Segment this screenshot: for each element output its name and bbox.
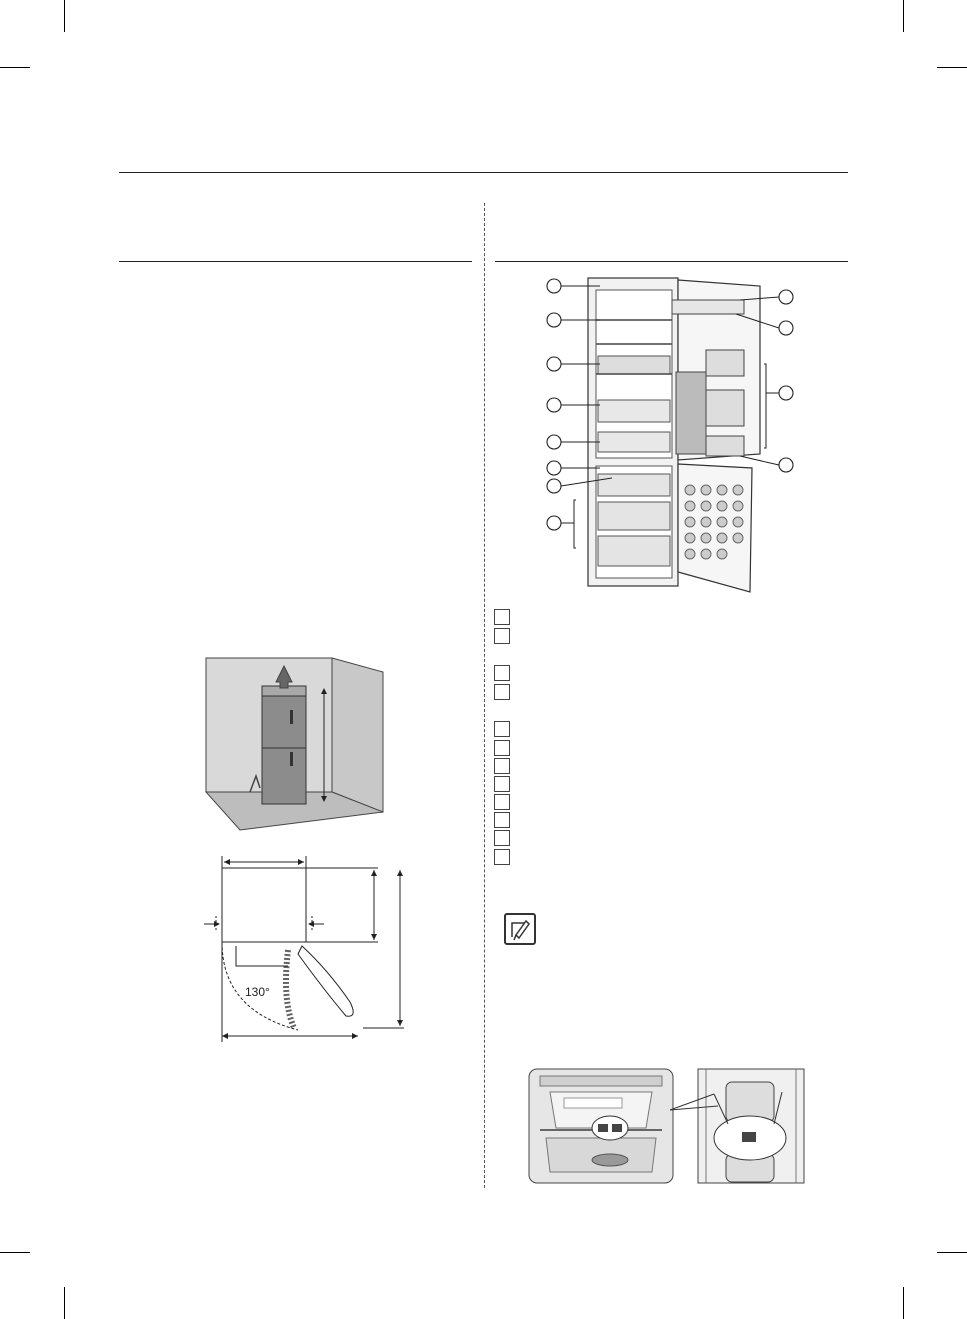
installation-room-diagram [200,652,400,834]
legend-item [494,665,510,681]
legend-item [494,794,510,810]
legend-item [494,684,510,700]
left-column-rule [119,261,472,262]
legend-item [494,609,510,625]
legend-item [494,758,510,774]
crop-mark [64,1287,65,1319]
crop-mark [903,0,904,32]
header-rule [119,172,848,173]
door-angle-label: 130° [245,985,270,999]
legend-item [494,830,510,846]
door-bin-illustration [668,1068,806,1184]
crop-mark [903,1287,904,1319]
crop-mark [0,67,30,68]
column-divider [484,203,485,1188]
fridge-parts-diagram [540,272,800,597]
right-column-rule [495,261,848,262]
crop-mark [0,1252,30,1253]
crop-mark [937,1252,967,1253]
crop-mark [937,67,967,68]
door-clearance-diagram [198,850,413,1045]
legend-item [494,721,510,737]
interior-shelf-illustration [528,1068,674,1184]
legend-item [494,628,510,644]
legend-item [494,849,510,865]
legend-item [494,776,510,792]
legend-item [494,812,510,828]
note-pencil-icon [504,913,536,945]
legend-item [494,740,510,756]
crop-mark [64,0,65,32]
